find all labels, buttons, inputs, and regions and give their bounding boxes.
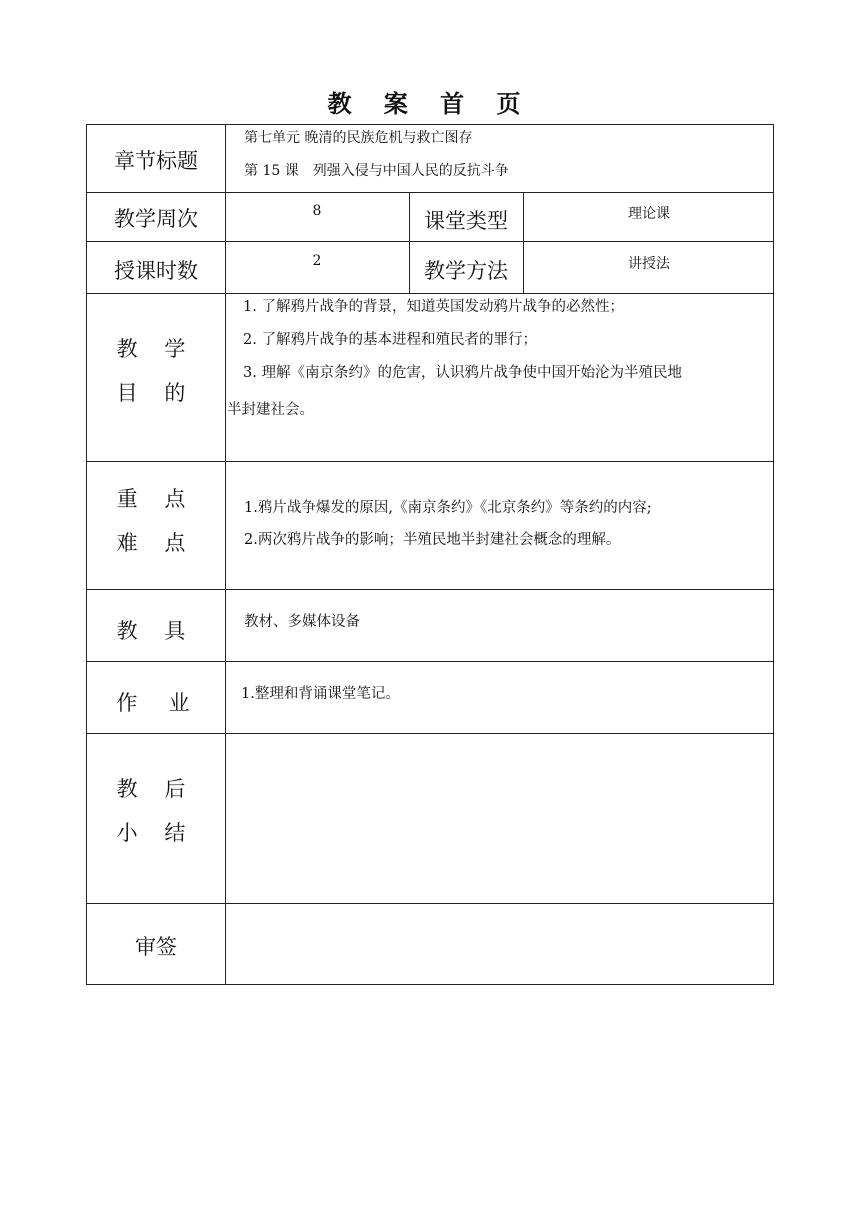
- summary-label-line2: 小 结: [116, 821, 196, 845]
- homework-label: 作 业: [116, 691, 196, 715]
- keypoint-item-2: 2.两次鸦片战争的影响；半殖民地半封建社会概念的理解。: [244, 532, 621, 548]
- row-divider: [87, 903, 773, 904]
- objective-item-1: 1. 了解鸦片战争的背景，知道英国发动鸦片战争的必然性；: [243, 299, 624, 315]
- objective-item-3-continued: 半封建社会。: [227, 402, 314, 418]
- chapter-lesson: 第 15 课 列强入侵与中国人民的反抗斗争: [244, 163, 509, 179]
- page-title: 教 案 首 页: [327, 90, 533, 118]
- objectives-label-line2: 目 的: [116, 381, 196, 405]
- objectives-label-line1: 教 学: [116, 337, 196, 361]
- chapter-label: 章节标题: [114, 149, 198, 173]
- objective-item-2: 2. 了解鸦片战争的基本进程和殖民者的罪行；: [243, 332, 537, 348]
- keypoint-item-1: 1.鸦片战争爆发的原因,《南京条约》《北京条约》等条约的内容;: [244, 500, 652, 516]
- summary-label: [87, 767, 225, 855]
- row-divider: [87, 589, 773, 590]
- row-divider: [87, 661, 773, 662]
- keypoints-label-line2: 难 点: [116, 531, 196, 555]
- homework-value: 1.整理和背诵课堂笔记。: [241, 686, 400, 702]
- row-divider: [87, 461, 773, 462]
- row-divider: [87, 192, 773, 193]
- tools-value: 教材、多媒体设备: [244, 614, 360, 630]
- keypoints-label: [87, 477, 225, 565]
- lesson-plan-table: [86, 124, 774, 985]
- method-value: 讲授法: [628, 256, 670, 272]
- chapter-unit: 第七单元 晚清的民族危机与救亡图存: [244, 130, 473, 146]
- class-type-label: 课堂类型: [424, 209, 508, 233]
- hours-value: 2: [312, 253, 322, 269]
- summary-label-line1: 教 后: [116, 777, 196, 801]
- objective-item-3: 3. 理解《南京条约》的危害，认识鸦片战争使中国开始沦为半殖民地: [243, 365, 682, 381]
- method-label: 教学方法: [424, 259, 508, 283]
- row-divider: [87, 293, 773, 294]
- objectives-label: [87, 327, 225, 415]
- row-divider: [87, 241, 773, 242]
- week-value: 8: [312, 203, 322, 219]
- hours-label: 授课时数: [114, 259, 198, 283]
- signature-label: 审签: [135, 935, 177, 959]
- keypoints-label-line1: 重 点: [116, 487, 196, 511]
- tools-label: 教 具: [116, 619, 196, 643]
- class-type-value: 理论课: [628, 206, 670, 222]
- row-divider: [87, 733, 773, 734]
- week-label: 教学周次: [114, 207, 198, 231]
